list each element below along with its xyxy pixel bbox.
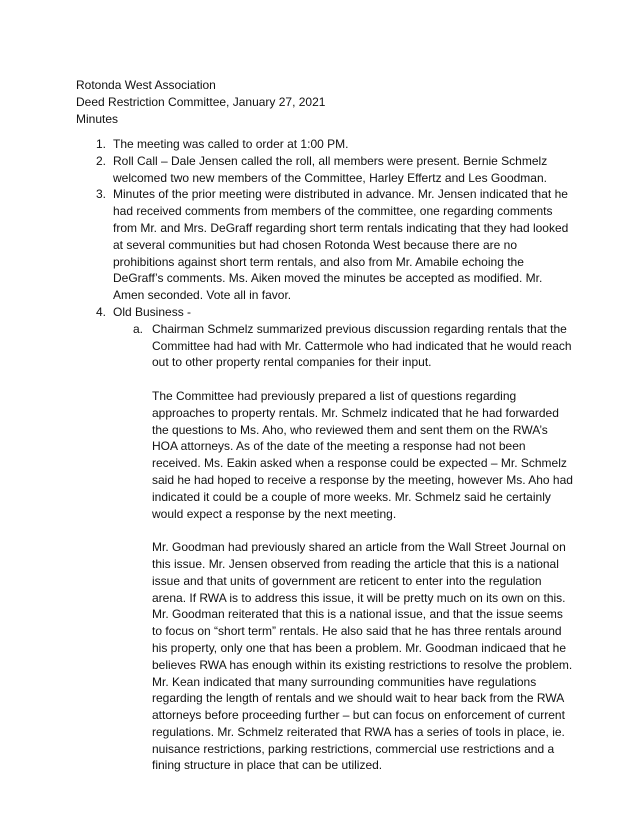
item-number: 4. (96, 304, 107, 319)
minutes-list (76, 136, 576, 774)
document-header (76, 77, 576, 127)
subitem-paragraph: Chairman Schmelz summarized previous discussion regarding rentals that the Committee had had with Mr. Cattermole who had indicated that he would reach out to other property rental companies for their input. (152, 321, 572, 370)
list-item (76, 186, 576, 304)
list-item (76, 304, 576, 321)
organization-name: Rotonda West Association (76, 78, 216, 92)
subitem-paragraph: Mr. Goodman had previously shared an article from the Wall Street Journal on this issue. Mr. Jensen observed from reading the article that this is a national issue and that units of government are reticent to enter into the regulation arena. If RWA is to address this issue, it will be pretty much on its own on this. Mr. Goodman reiterated that this is a national issue, and that the issue seems to focus on “short term” rentals. He also said that he has three rentals around his property, only one that has been a problem. Mr. Goodman indicaed that he believes RWA has enough within its existing restrictions to resolve the problem. Mr. Kean indicated that many surrounding communities have regulations regarding the length of rentals and we should wait to hear back from the RWA attorneys before proceeding further – but can focus on enforcement of current regulations. Mr. Schmelz reiterated that RWA has a series of tools in place, ie. nuisance restrictions, parking restrictions, commercial use restrictions and a fining structure in place that can be utilized. (152, 540, 573, 773)
document-type: Minutes (76, 111, 119, 126)
old-business-subitem (76, 321, 576, 775)
list-item (76, 153, 576, 187)
item-text: Old Business - (113, 304, 192, 319)
item-text: Minutes of the prior meeting were distributed in advance. Mr. Jensen indicated that he had received comments from members of the committee, one regarding comments from Mr. and Mrs. DeGraff regarding short term rentals indicating that they had looked at several communities but had chosen Rotonda West because there are no prohibitions against short term rentals, and also from Mr. Amabile echoing the DeGraff’s comments. Ms. Aiken moved the minutes be accepted as modified. Mr. Amen seconded. Vote all in favor. (113, 187, 569, 303)
item-text: Roll Call – Dale Jensen called the roll, all members were present. Bernie Schmelz welcomed two new members of the Committee, Harley Effertz and Les Goodman. (113, 153, 548, 185)
item-number: 1. (96, 137, 107, 151)
item-number: 3. (96, 187, 107, 202)
list-item (76, 136, 576, 153)
committee-and-date: Deed Restriction Committee, January 27, 2021 (76, 94, 326, 109)
subitem-paragraph: The Committee had previously prepared a list of questions regarding approaches to property rentals. Mr. Schmelz indicated that he had forwarded the questions to Ms. Aho, who reviewed them and sent them on the RWA’s HOA attorneys. As of the date of the meeting a response had not been received. Ms. Eakin asked when a response could be expected – Mr. Schmelz said he had hoped to receive a response by the meeting, however Ms. Aho had indicated it could be a couple of more weeks. Mr. Schmelz said he certainly would expect a response by the next meeting. (152, 388, 573, 521)
subitem-letter: a. (133, 321, 144, 336)
item-text: The meeting was called to order at 1:00 PM. (113, 137, 349, 151)
item-number: 2. (96, 153, 107, 168)
